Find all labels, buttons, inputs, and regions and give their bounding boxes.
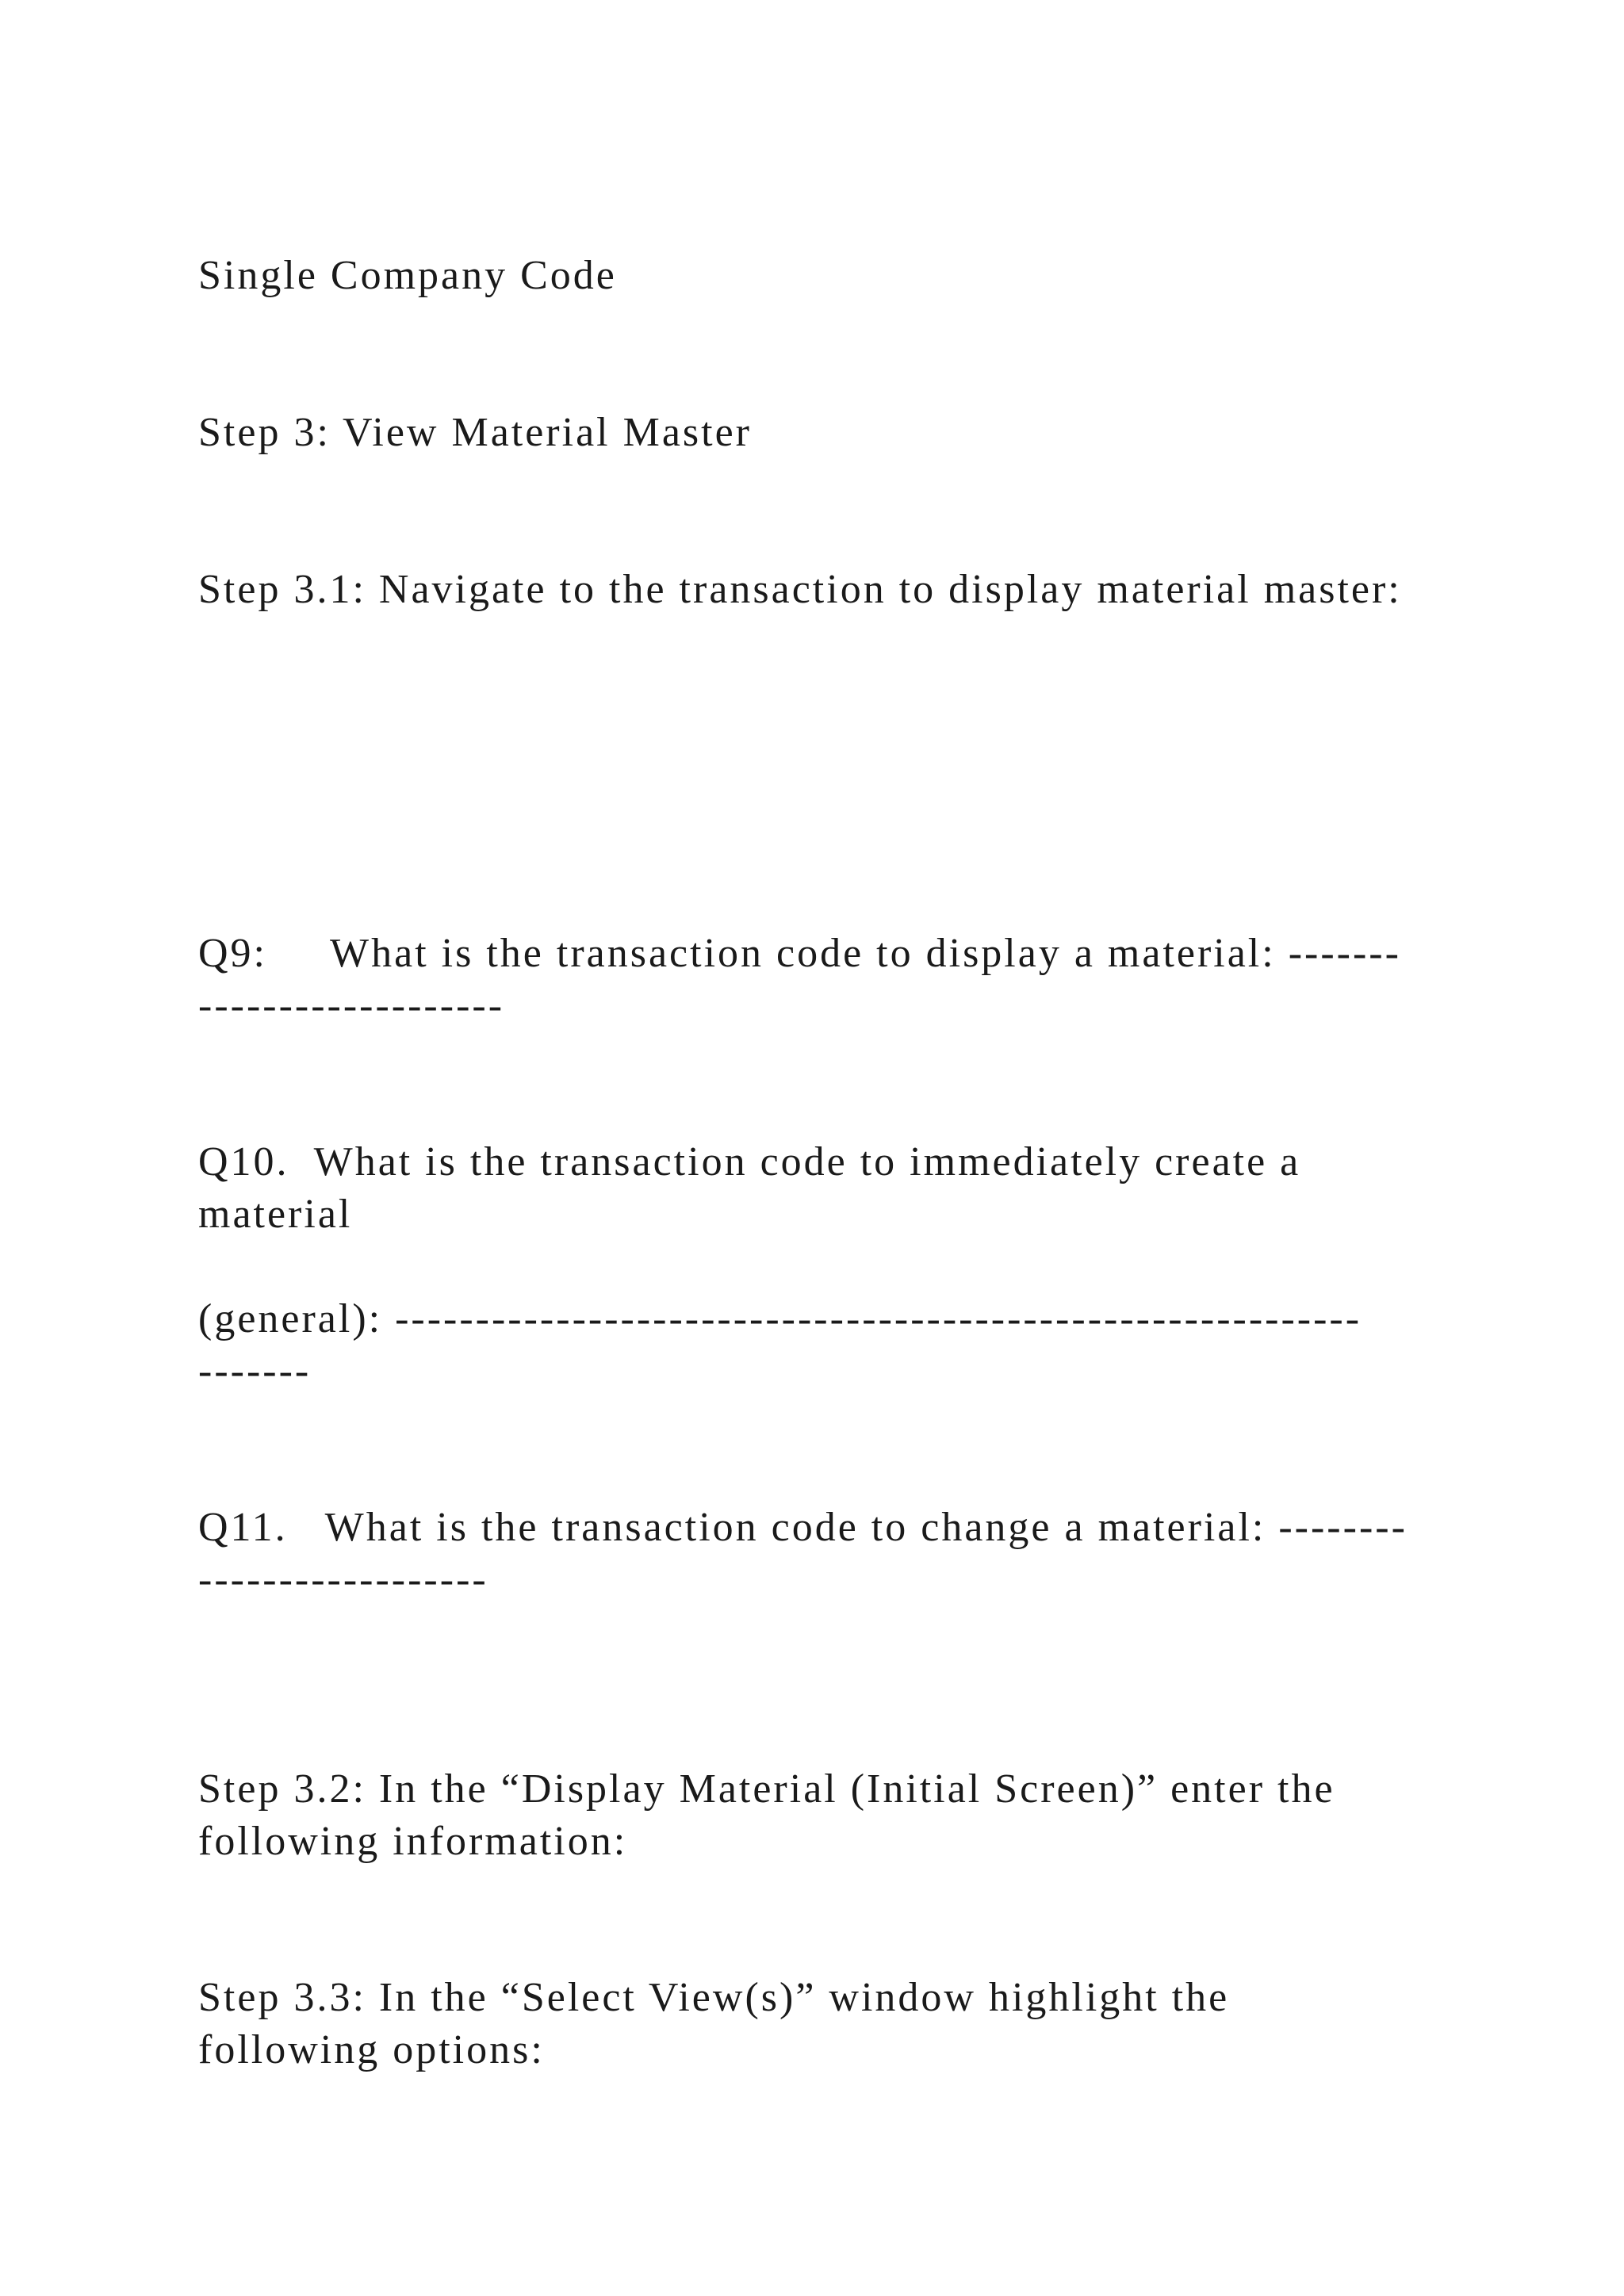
question-q10-line-3: (general): ------------------------------------------------------------: [198, 1296, 1362, 1341]
question-q11-line-1: Q11. What is the transaction code to change a material: --------: [198, 1505, 1408, 1550]
question-q10-line-1: Q10. What is the transaction code to immediately create a: [198, 1139, 1301, 1184]
step-3-1-text: Step 3.1: Navigate to the transaction to display material master:: [198, 567, 1402, 612]
step-3-heading: Step 3: View Material Master: [198, 410, 752, 455]
step-3-2-line-2: following information:: [198, 1819, 628, 1864]
section-heading: Single Company Code: [198, 253, 617, 298]
step-3-3-line-1: Step 3.3: In the “Select View(s)” window highlight the: [198, 1975, 1230, 2020]
question-q10-line-4: -------: [198, 1349, 312, 1394]
step-3-2-line-1: Step 3.2: In the “Display Material (Initial Screen)” enter the: [198, 1766, 1335, 1812]
step-3-3-line-2: following options:: [198, 2027, 545, 2072]
question-q9-line-1: Q9: What is the transaction code to display a material: -------: [198, 931, 1401, 976]
question-q9-line-2: -------------------: [198, 983, 505, 1028]
question-q11-line-2: ------------------: [198, 1557, 488, 1602]
question-q10-line-2: material: [198, 1192, 353, 1237]
